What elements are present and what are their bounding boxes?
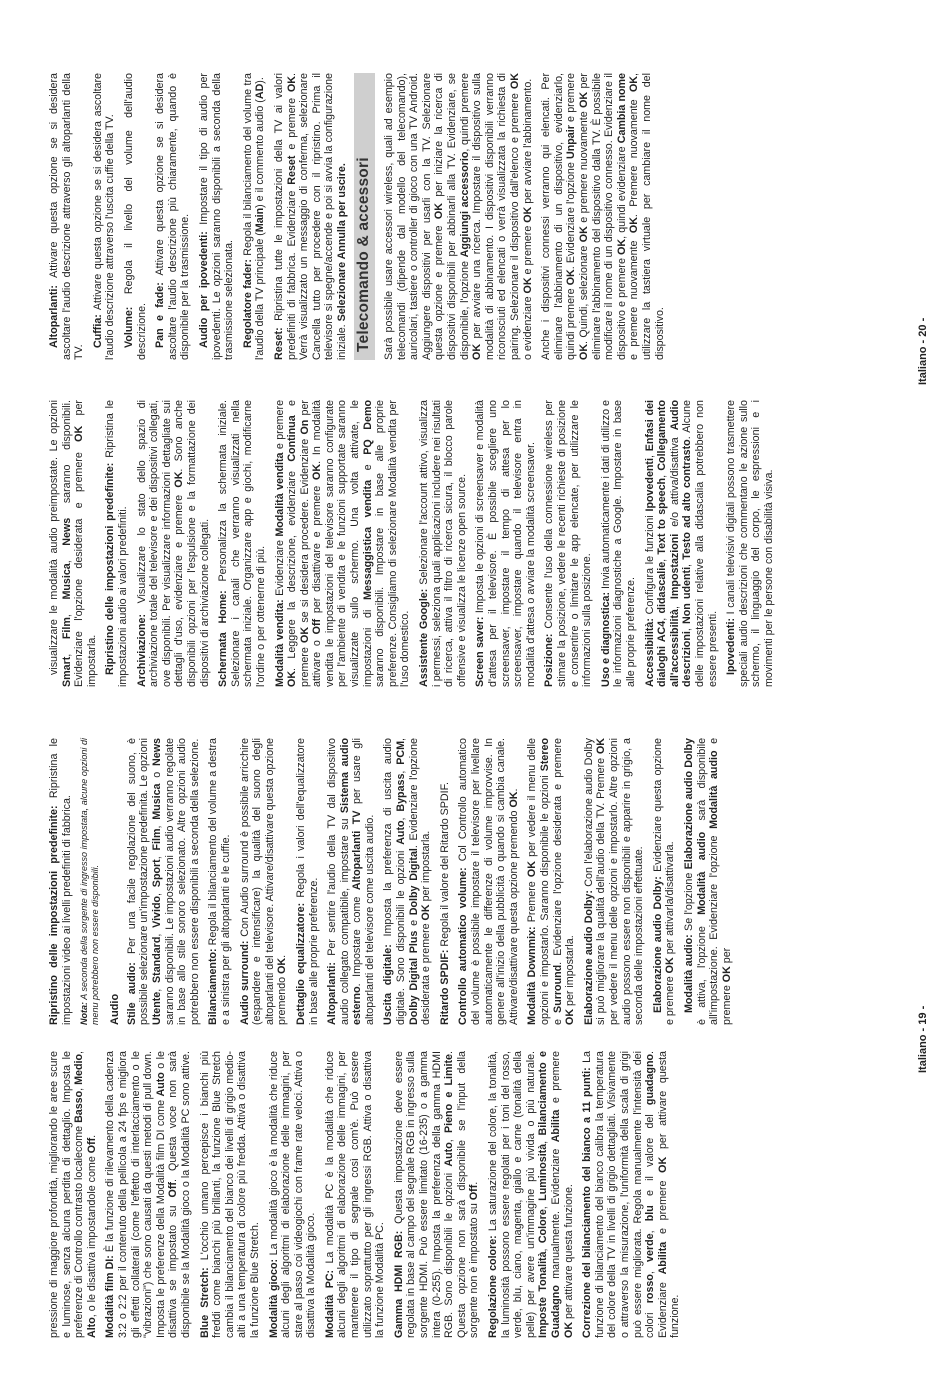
body-paragraph: Altoparlanti: Per sentire l'audio della TV dal dispositivo audio collegato compatibile, impostare su Sistema audio esterno. Impostare come Altoparlanti TV per usare gli altoparlanti del televisore come uscita audio.	[326, 738, 376, 1025]
body-paragraph: Modalità gioco: La modalità gioco è la modalità che riduce alcuni degli algoritmi di elaborazione delle immagini, per stare al passo coi videogiochi con frame rate veloci. Attiva o disattiva la Modalità gioco.	[267, 1051, 318, 1338]
body-paragraph: Regolazione colore: La saturazione del colore, la tonalità, la luminosità possono essere regolati per i toni del rosso, verde, blu, ciano, magenta, giallo e carne (tonalità della pelle) per avere un'immagine più vivida o più naturale. Imposte Tonalità, Colore, Luminosità, Bilanciamento e Guadagno manualmente. Evidenziare Abilita e premere OK per attivare questa funzione.	[487, 1051, 575, 1338]
page-19-column-1	[48, 1051, 688, 1338]
body-paragraph: Correzione del bilanciamento del bianco a 11 punti: La funzione di bilanciamento del bianco calibra la temperatura del colore della TV in livelli di grigio dettagliati. Visivamente o attraverso la misurazione, l'uniformità della scala di grigi può essere migliorata. Regola manualmente l'intensità dei colori rosso, verde, blu e il valore del guadagno. Evidenziare Abilita e premere OK per attivare questa funzione.	[581, 1051, 682, 1338]
page-19-footer: Italiano - 19 -	[917, 1005, 929, 1073]
body-paragraph: Cuffia: Attivare questa opzione se si desidera ascoltare l'audio descrizione attraverso l'uscita cuffie della TV.	[91, 73, 117, 360]
body-paragraph: Bilanciamento: Regola il bilanciamento del volume a destra e a sinistra per gli altoparlanti e le cuffie.	[207, 738, 232, 1025]
body-paragraph: Uso e diagnostica: Invia automaticamente i dati di utilizzo e le informazioni diagnostiche a Google. Impostare in base alle proprie preferenze.	[599, 400, 637, 687]
body-paragraph: Modalità Downmix: Premere OK per vedere il menu delle opzioni e impostarlo. Saranno disponibile le opzioni Stereo e Surround. Evidenziare l'opzione desiderata e premere OK per impostarla.	[526, 738, 577, 1025]
manual-page-19	[0, 690, 950, 1379]
subsection-heading: Audio	[109, 993, 122, 1025]
body-paragraph: Screen saver: Imposta le opzioni di screensaver e modalità d'attesa per il televisore. È possibile scegliere uno screensaver, impostare il tempo di attesa per lo screensaver, impostare quando il televisore entra in modalità d'attesa o avviare la modalità screensaver.	[474, 400, 537, 687]
body-paragraph: Blue Stretch: L'occhio umano percepisce i bianchi più freddi come bianchi più brillanti, la funzione Blue Stretch cambia il bilanciamento del bianco dei livelli di grigio medio-alti a una temperatura di colore più fredda. Attiva o disattiva la funzione Blue Stretch.	[198, 1050, 261, 1338]
section-heading: Telecomando & accessori	[354, 73, 375, 360]
body-paragraph: Audio per ipovedenti: Impostare il tipo di audio per ipovedenti. Le opzioni saranno disponibili a seconda della trasmissione selezionata.	[197, 73, 236, 360]
body-paragraph: Uscita digitale: Imposta la preferenza di uscita audio digitale. Sono disponibili le opzioni Auto, Bypass, PCM, Dolby Digital Plus e Dolby Digital. Evidenziare l'opzione desiderata e premere OK per impostarla.	[382, 738, 433, 1025]
body-paragraph: Stile audio: Per una facile regolazione del suono, è possibile selezionare un'impostazione predefinita. Le opzioni Utente, Standard, Vivido, Sport, Film, Musica o News saranno disponibili. Le impostazioni audio verranno regolate in base allo stile sonoro selezionato. Altre opzioni audio potrebbero non essere disponibili a seconda della selezione.	[125, 738, 201, 1025]
body-paragraph: Accessibilità: Configura le funzioni Ipovedenti, Enfasi dei dialoghi AC4, didascalie, Text to speech, Collegamento all'accessibilità, Impostazioni e/o attiva/disattiva Audio descrizioni, Non udenti, Testo ad alto contrasto. Alcune delle impostazioni relative alla didascalia potrebbero non essere presenti.	[643, 400, 719, 687]
body-paragraph: Sarà possibile usare accessori wireless, quali ad esempio telecomandi (dipende dal modello del telecomando), auricolari, tastiere o controller di gioco con una TV Android. Aggiungere dispositivi per usarli con la TV. Selezionare questa opzione e premere OK per iniziare la ricerca di dispositivi disponibili per abbinarli alla TV. Evidenziare, se disponibile, l'opzione Aggiungi accessorio, quindi premere OK per avviare una ricerca. Impostare il dispositivo sulla modalità di abbinamento. I dispositivi disponibili verranno riconosciuti ed elencati o verrà visualizzata la richiesta di pairing. Selezionare il dispositivo dall'elenco e premere OK o evidenziare OK e premere OK per avviare l'abbinamento.	[383, 72, 534, 360]
body-paragraph: Posizione: Consente l'uso della connessione wireless per stimare la posizione, vedere le recenti richieste di posizione e consentire o limitare le app elencate, per utilizzare le informazioni sulla posizione.	[543, 400, 594, 687]
body-paragraph: Modalità vendita: Evidenziare Modalità vendita e premere OK. Leggere la descrizione, evidenziare Continua e premere OK se si desidera procedere. Evidenziare On per attivare o Off per disattivare e premere OK. In modalità vendita le impostazioni del televisore saranno configurate per l'ambiente di vendita e le funzioni supportate saranno visualizzate sullo schermo. Una volta attivate, le impostazioni di Messaggistica vendita e PQ Demo saranno disponibili. Impostare in base alle proprie preferenze. Consigliamo di selezionare Modalità vendita per l'uso domestico.	[273, 399, 412, 687]
body-paragraph: Regolatore fader: Regola il bilanciamento del volume tra l'audio della TV principale (Main) e il commento audio (AD).	[241, 73, 267, 360]
body-paragraph: Elaborazione audio Dolby: Evidenziare questa opzione e premere OK per attivarla/disattivarla.	[651, 738, 677, 1025]
body-paragraph: Ripristino delle impostazioni predefinite: Ripristina le impostazioni video ai livelli predefiniti di fabbrica.	[48, 738, 73, 1025]
body-paragraph: Modalità PC: La modalità PC è la modalità che riduce alcuni degli algoritmi di elaborazione delle immagini, per mantenere il tipo di segnale così com'è. Può essere utilizzato soprattutto per gli ingressi RGB. Attiva o disattiva la funzione Modalità PC.	[323, 1051, 387, 1338]
body-paragraph: Schermata Home: Personalizza la schermata iniziale. Selezionare i canali che verranno visualizzati nella schermata iniziale. Organizzare app e giochi, modificarne l'ordine o per ottenerne di più.	[217, 400, 267, 687]
page-20-footer: Italiano - 20 -	[917, 317, 929, 385]
body-paragraph: Elaborazione audio Dolby: Con l'elaborazione audio Dolby si può migliorare la qualità dell'audio della TV. Premere OK per vedere il menu delle opzioni e impostarlo. Altre opzioni audio possono essere non disponibili e apparire in grigio, a seconda delle impostazioni effettuate.	[582, 737, 646, 1025]
body-paragraph: Volume: Regola il livello del volume dell'audio descrizione.	[122, 73, 148, 360]
body-paragraph: Dettaglio equalizzatore: Regola i valori dell'equalizzatore in base alle proprie preferenze.	[294, 738, 320, 1025]
body-paragraph: Ripristino delle impostazioni predefinite: Ripristina le impostazioni audio ai valori predefiniti.	[104, 400, 129, 687]
note-paragraph: Nota: A seconda della sorgente di ingresso impostata, alcune opzioni di menu potrebbero non essere disponibili.	[79, 738, 101, 1025]
manual-page-20	[0, 0, 950, 689]
body-paragraph: Ipovedenti: I canali televisivi digitali possono trasmettere speciali audio descrizioni che commentano le azione sullo schermo, il linguaggio del corpo, le espressioni e i movimenti per le persone con disabilità visiva.	[725, 400, 775, 687]
body-paragraph: Audio surround: Con Audio surround è possibile arricchire (espandere e intensificare) la qualità del suono degli altoparlanti del televisore. Attivare/disattivare questa opzione premendo OK.	[238, 738, 289, 1025]
body-paragraph: Reset: Ripristina tutte le impostazioni della TV ai valori predefiniti di fabbrica. Evidenziare Reset e premere OK. Verrà visualizzato un messaggio di conferma, selezionare Cancella tutto per procedere con il ripristino. Prima il televisore si spegne/accende e poi si avvia la configurazione iniziale. Selezionare Annulla per uscire.	[272, 73, 348, 360]
body-paragraph: Anche i dispositivi connessi verranno qui elencati. Per eliminare l'abbinamento di un dispositivo, evidenziarlo, quindi premere OK. Evidenziare l'opzione Unpair e premere OK. Quindi, selezionare OK e premere nuovamente OK per eliminare l'abbinamento del dispositivo dalla TV. È possibile modificare il nome di un dispositivo connesso. Evidenziare il dispositivo e premere OK, quindi evidenziare Cambia nome e premere nuovamente OK. Premere nuovamente OK, utilizzare la tastiera virtuale per cambiare il nome del dispositivo.	[540, 73, 666, 360]
page-19-column-2	[48, 738, 739, 1025]
page-20-column-1	[48, 400, 781, 687]
body-paragraph: Controllo automatico volume: Col Controllo automatico del volume è possibile impostare il televisore per livellare automaticamente le differenze di volume improvvise. In genere all'inizio della pubblicità o quando si cambia canale. Attivare/disattivare questa opzione premendo OK.	[457, 738, 520, 1025]
body-paragraph: visualizzare le modalità audio preimpostate. Le opzioni Smart, Film, Musica, News saranno disponibili. Evidenziare l'opzione desiderata e premere OK per impostarla.	[48, 400, 98, 687]
body-paragraph: Modalità audio: Se l'opzione Elaborazione audio Dolby è attiva, l'opzione Modalità audio sarà disponibile all'impostazione. Evidenziare l'opzione Modalità audio e premere OK per	[682, 737, 733, 1025]
body-paragraph: Gamma HDMI RGB: Questa impostazione deve essere regolata in base al campo del segnale RGB in ingresso sulla sorgente HDMI. Può essere limitato (16-235) o a gamma intera (0-255). Imposta la preferenza della gamma HDMI RGB. Sono disponibili le opzioni Auto, Pieno e Limite. Questa opzione non sarà disponibile se l'input della sorgente non è impostato su Off.	[392, 1050, 481, 1338]
body-paragraph: Pan e fade: Attivare questa opzione se si desidera ascoltare l'audio descrizione più chiaramente, quando è disponibile per la trasmissione.	[154, 73, 192, 360]
body-paragraph: Assistente Google: Selezionare l'account attivo, visualizza i permessi, seleziona quali applicazioni includere nei risultati di ricerca, attiva il filtro di ricerca sicura, il blocco parole offensive e visualizza le licenze open source.	[418, 400, 468, 687]
body-paragraph: Modalità film DI: È la funzione di rilevamento della cadenza 3:2 o 2:2 per il contenuto della pellicola a 24 fps e migliora gli effetti collaterali (come l'effetto di interlacciamento o le "vibrazioni") che sono causati da questi metodi di pull down. Imposta le preferenze della Modalità film DI come Auto o le disattiva se impostato su Off. Questa voce non sarà disponibile se la Modalità gioco o la Modalità PC sono attive.	[104, 1051, 192, 1338]
body-paragraph: Ritardo SPDIF: Regola il valore del Ritardo SPDIF.	[438, 782, 451, 1025]
page-20-column-2	[48, 73, 672, 360]
body-paragraph: Archiviazione: Visualizzare lo stato dello spazio di archiviazione totale del televisore e dei dispositivi collegati, ove disponibili. Per visualizzare informazioni dettagliate sui dettagli d'uso, evidenziare e premere OK. Sono anche disponibili opzioni per l'espulsione e la formattazione dei dispositivi di archiviazione collegati.	[135, 400, 211, 687]
body-paragraph: pressione di maggiore profondità, migliorando le aree scure e luminose, senza alcuna perdita di dettaglio. Imposta le preferenze di Controllo contrasto localecome Basso, Medio, Alto, o le disattiva impostandole come Off.	[48, 1051, 98, 1338]
body-paragraph: Altoparlanti: Attivare questa opzione se si desidera ascoltare l'audio descrizione attraverso gli altoparlanti della TV.	[48, 73, 86, 360]
